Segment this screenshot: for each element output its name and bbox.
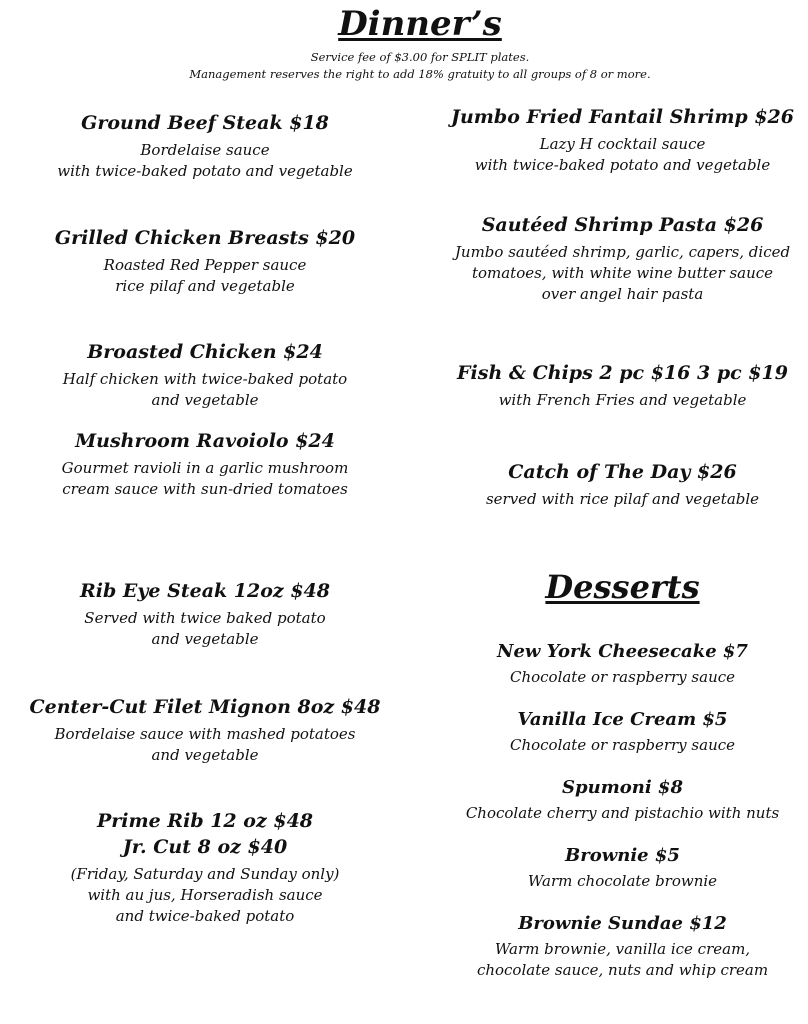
menu-item-prime-rib [20,808,390,927]
dessert-brownie-sundae [440,911,805,981]
item-description: (Friday, Saturday and Sunday only) with au jus, Horseradish sauce and twice-baked potato [70,865,340,925]
item-description: Roasted Red Pepper sauce rice pilaf and vegetable [103,256,307,295]
item-description: Served with twice baked potato and vegetable [84,609,326,648]
item-name: Sautéed Shrimp Pasta $26 [481,214,764,236]
dessert-cheesecake [440,639,805,688]
menu-item-filet-mignon [20,694,390,766]
dessert-vanilla-ice-cream [440,707,805,756]
item-name: Grilled Chicken Breasts $20 [54,227,356,249]
item-name: Catch of The Day $26 [508,461,737,483]
item-description: Bordelaise sauce with mashed potatoes and vegetable [54,725,356,764]
item-description: Chocolate or raspberry sauce [509,668,736,686]
item-name: Center-Cut Filet Mignon 8oz $48 [29,696,381,718]
item-name: Jumbo Fried Fantail Shrimp $26 [451,106,794,128]
item-description: Half chicken with twice-baked potato and vegetable [62,370,348,409]
item-description: Gourmet ravioli in a garlic mushroom cream sauce with sun-dried tomatoes [61,459,349,498]
item-description: Chocolate or raspberry sauce [509,736,736,754]
item-description: served with rice pilaf and vegetable [485,490,760,508]
item-name: Fish & Chips 2 pc $16 3 pc $19 [457,362,788,384]
menu-item-ground-beef-steak [20,110,390,182]
menu-item-grilled-chicken [20,225,390,297]
item-name: Rib Eye Steak 12oz $48 [80,580,330,602]
dessert-brownie [440,843,805,892]
menu-item-catch-of-the-day [440,459,805,510]
desserts-heading: Desserts [545,568,700,606]
menu-item-fantail-shrimp [440,104,805,176]
item-name: Vanilla Ice Cream $5 [517,709,728,730]
item-name: Ground Beef Steak $18 [81,112,329,134]
item-description: Warm chocolate brownie [527,872,718,890]
menu-item-fish-and-chips [440,360,805,411]
item-description: Jumbo sautéed shrimp, garlic, capers, diced tomatoes, with white wine butter sauce over angel hair pasta [454,243,791,303]
split-plate-note: Service fee of $3.00 for SPLIT plates. [310,50,530,64]
item-name: Brownie Sundae $12 [518,913,727,934]
item-description: Chocolate cherry and pistachio with nuts [465,804,780,822]
item-description: Bordelaise sauce with twice-baked potato and vegetable [57,141,353,180]
menu-item-shrimp-pasta [440,212,805,305]
item-name: Spumoni $8 [562,777,683,798]
item-description: Warm brownie, vanilla ice cream, chocolate sauce, nuts and whip cream [476,940,769,979]
item-name: Brownie $5 [565,845,680,866]
item-description: with French Fries and vegetable [498,391,747,409]
item-name: New York Cheesecake $7 [497,641,748,662]
menu-item-broasted-chicken [20,339,390,411]
menu-item-mushroom-ravioli [20,428,390,500]
item-name: Broasted Chicken $24 [87,341,323,363]
menu-item-rib-eye-steak [20,578,390,650]
item-name: Mushroom Ravoiolo $24 [75,430,335,452]
item-description: Lazy H cocktail sauce with twice-baked potato and vegetable [474,135,771,174]
menu-title: Dinner’s [338,4,502,44]
gratuity-note: Management reserves the right to add 18% gratuity to all groups of 8 or more. [189,67,651,81]
dessert-spumoni [440,775,805,824]
item-name: Prime Rib 12 oz $48 Jr. Cut 8 oz $40 [96,810,314,858]
